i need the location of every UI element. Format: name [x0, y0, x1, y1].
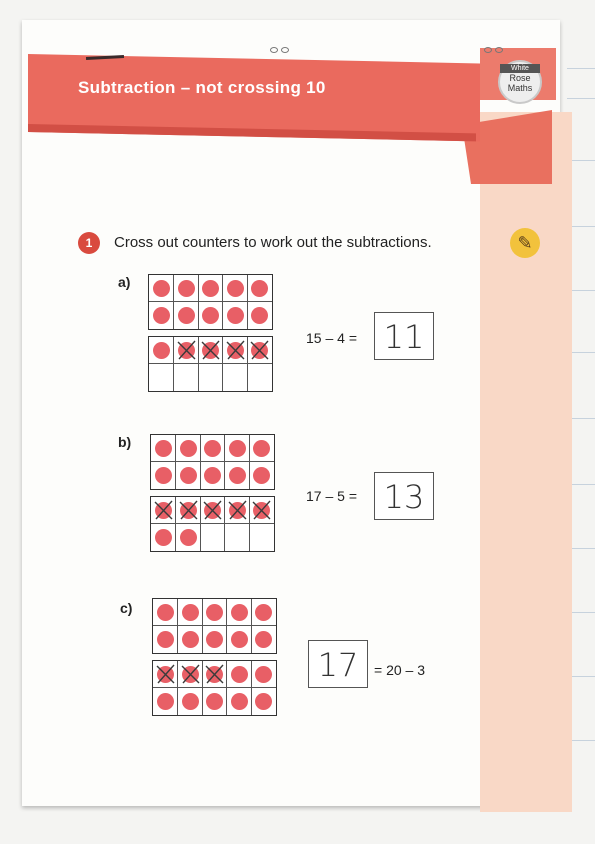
punch-holes [270, 40, 294, 46]
ten-frame-cell [225, 462, 250, 489]
white-rose-logo [498, 60, 542, 104]
counter[interactable] [231, 693, 248, 710]
ten-frame-cell [153, 661, 178, 688]
ten-frame-cell [225, 435, 250, 462]
counter[interactable] [180, 529, 197, 546]
ten-frame [148, 274, 273, 330]
counter[interactable] [178, 280, 195, 297]
ten-frame-cell [247, 364, 272, 391]
counter[interactable] [204, 440, 221, 457]
ten-frame [152, 598, 277, 654]
ten-frame-cell [174, 364, 199, 391]
equation-b: 17 – 5 = [306, 488, 357, 504]
counter[interactable] [153, 342, 170, 359]
ten-frame [152, 660, 277, 716]
ten-frame-cell [223, 275, 248, 302]
ten-frame [150, 496, 275, 552]
part-label-a: a) [118, 274, 131, 290]
equation-a: 15 – 4 = [306, 330, 357, 346]
ten-frame-cell [198, 337, 223, 364]
counter[interactable] [231, 666, 248, 683]
ten-frame-cell [227, 661, 252, 688]
ten-frame-cell [223, 302, 248, 329]
ten-frame-cell [225, 497, 250, 524]
ten-frame [150, 434, 275, 490]
ten-frame-cell [223, 337, 248, 364]
sidebar-stripe [480, 112, 572, 812]
cross-out-mark [225, 339, 246, 361]
counter[interactable] [253, 440, 270, 457]
counter[interactable] [182, 631, 199, 648]
ten-frame-cell [178, 661, 203, 688]
ten-frame-cell [251, 661, 276, 688]
ten-frame-cell [149, 364, 174, 391]
ten-frame-cell [202, 661, 227, 688]
logo-top: White [500, 64, 540, 73]
ten-frame-cell [251, 688, 276, 715]
ten-frame-cell [247, 275, 272, 302]
ten-frame-cell [178, 599, 203, 626]
counter[interactable] [157, 631, 174, 648]
ten-frame-cell [202, 626, 227, 653]
counter[interactable] [180, 440, 197, 457]
ten-frame-cell [200, 524, 225, 551]
counter[interactable] [182, 693, 199, 710]
ten-frame-cell [249, 462, 274, 489]
ten-frame-cell [178, 688, 203, 715]
worksheet [22, 20, 560, 806]
ten-frame-cell [227, 626, 252, 653]
ten-frame-cell [174, 275, 199, 302]
page-title: Subtraction – not crossing 10 [78, 78, 326, 97]
ten-frame-cell [176, 524, 201, 551]
ten-frame-cell [153, 599, 178, 626]
counter[interactable] [255, 604, 272, 621]
logo-line2: Maths [507, 83, 533, 93]
ten-frame-cell [202, 599, 227, 626]
counter[interactable] [178, 307, 195, 324]
punch-holes [484, 40, 508, 46]
cross-out-mark [200, 339, 221, 361]
ten-frame-cell [151, 497, 176, 524]
ten-frame-cell [176, 497, 201, 524]
ten-frame-cell [178, 626, 203, 653]
ten-frame-cell [225, 524, 250, 551]
ten-frame-cell [149, 302, 174, 329]
cross-out-mark [155, 663, 176, 685]
counter[interactable] [255, 693, 272, 710]
counter[interactable] [153, 280, 170, 297]
ten-frame-cell [200, 462, 225, 489]
ten-frame-cell [198, 302, 223, 329]
ten-frame-cell [176, 462, 201, 489]
cross-out-mark [227, 499, 248, 521]
counter[interactable] [155, 440, 172, 457]
cross-out-mark [176, 339, 197, 361]
handwritten-answer-a: 11 [383, 318, 425, 356]
ten-frame-cell [174, 337, 199, 364]
pencil-icon: ✎ [510, 228, 540, 258]
ten-frame-cell [151, 462, 176, 489]
cross-out-mark [180, 663, 201, 685]
ten-frame-cell [151, 435, 176, 462]
answer-box-c[interactable] [308, 640, 368, 688]
counter[interactable] [155, 529, 172, 546]
ten-frame-cell [200, 435, 225, 462]
ten-frame-cell [151, 524, 176, 551]
ten-frame-cell [174, 302, 199, 329]
ten-frame-cell [247, 337, 272, 364]
counter[interactable] [206, 604, 223, 621]
cross-out-mark [178, 499, 199, 521]
binder-rule [567, 68, 595, 69]
ten-frame [148, 336, 273, 392]
ten-frame-cell [149, 337, 174, 364]
question-number: 1 [78, 232, 100, 254]
handwritten-answer-c: 17 [317, 646, 359, 684]
cross-out-mark [251, 499, 272, 521]
counter[interactable] [253, 467, 270, 484]
binder-rule [567, 98, 595, 99]
counter[interactable] [157, 693, 174, 710]
counter[interactable] [229, 467, 246, 484]
counter[interactable] [255, 631, 272, 648]
cross-out-mark [249, 339, 270, 361]
ten-frame-cell [153, 688, 178, 715]
ten-frame-cell [202, 688, 227, 715]
counter[interactable] [251, 307, 268, 324]
counter[interactable] [182, 604, 199, 621]
cross-out-mark [202, 499, 223, 521]
equation-c: = 20 – 3 [374, 662, 425, 678]
counter[interactable] [251, 280, 268, 297]
counter[interactable] [206, 631, 223, 648]
counter[interactable] [157, 604, 174, 621]
ten-frame-cell [249, 524, 274, 551]
counter[interactable] [231, 604, 248, 621]
counter[interactable] [153, 307, 170, 324]
part-label-b: b) [118, 434, 132, 450]
ten-frame-cell [247, 302, 272, 329]
question-instruction: Cross out counters to work out the subtractions. [114, 234, 432, 251]
counter[interactable] [206, 693, 223, 710]
counter[interactable] [180, 467, 197, 484]
ten-frame-cell [223, 364, 248, 391]
counter[interactable] [229, 440, 246, 457]
counter[interactable] [155, 467, 172, 484]
part-label-c: c) [120, 600, 133, 616]
ten-frame-cell [227, 688, 252, 715]
ten-frame-cell [251, 626, 276, 653]
ten-frame-cell [198, 275, 223, 302]
ten-frame-cell [251, 599, 276, 626]
answer-box-a[interactable] [374, 312, 434, 360]
handwritten-answer-b: 13 [383, 478, 425, 516]
counter[interactable] [255, 666, 272, 683]
counter[interactable] [227, 280, 244, 297]
counter[interactable] [204, 467, 221, 484]
counter[interactable] [202, 280, 219, 297]
cross-out-mark [153, 499, 174, 521]
ten-frame-cell [176, 435, 201, 462]
ten-frame-cell [198, 364, 223, 391]
ten-frame-cell [227, 599, 252, 626]
answer-box-b[interactable] [374, 472, 434, 520]
ten-frame-cell [200, 497, 225, 524]
ten-frame-cell [149, 275, 174, 302]
ten-frame-cell [249, 497, 274, 524]
ten-frame-cell [249, 435, 274, 462]
cross-out-mark [204, 663, 225, 685]
counter[interactable] [227, 307, 244, 324]
counter[interactable] [231, 631, 248, 648]
counter[interactable] [202, 307, 219, 324]
ten-frame-cell [153, 626, 178, 653]
logo-line1: Rose [509, 73, 531, 83]
